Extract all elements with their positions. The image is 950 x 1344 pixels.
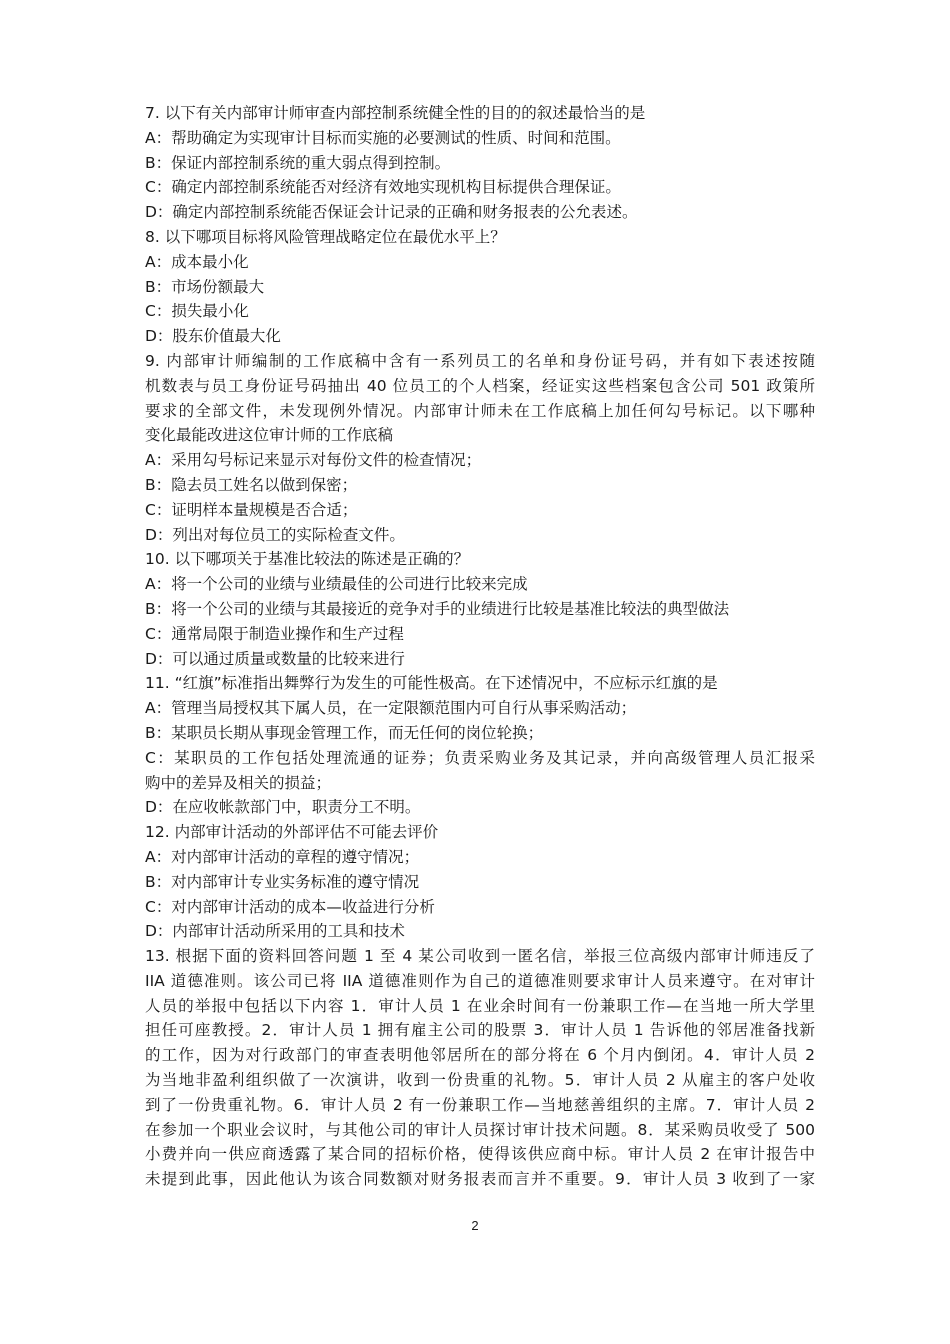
text-line: B：将一个公司的业绩与其最接近的竞争对手的业绩进行比较是基准比较法的典型做法	[145, 599, 730, 618]
text-line: C：某职员的工作包括处理流通的证券；负责采购业务及其记录，并向高级管理人员汇报采	[145, 748, 815, 767]
text-line: D：列出对每位员工的实际检查文件。	[145, 525, 405, 544]
text-line: 担任可座教授。2．审计人员 1 拥有雇主公司的股票 3．审计人员 1 告诉他的邻居准备找新	[145, 1021, 815, 1040]
text-line: IIA 道德准则。该公司已将 IIA 道德准则作为自己的道德准则要求审计人员来遵守。在对审计	[145, 971, 815, 990]
text-line: 9. 内部审计师编制的工作底稿中含有一系列员工的名单和身份证号码，并有如下表述按随	[145, 351, 815, 370]
text-line: D：股东价值最大化	[145, 327, 281, 346]
text-line: 的工作，因为对行政部门的审查表明他邻居所在的部分将在 6 个月内倒闭。4．审计人员 2	[145, 1046, 815, 1065]
text-line: 10. 以下哪项关于基准比较法的陈述是正确的？	[145, 550, 470, 569]
text-line: B：保证内部控制系统的重大弱点得到控制。	[145, 153, 451, 172]
text-line: 小费并向一供应商透露了某合同的招标价格，使得该供应商中标。审计人员 2 在审计报告中	[145, 1145, 815, 1164]
text-line: 到了一份贵重礼物。6．审计人员 2 有一份兼职工作—当地慈善组织的主席。7．审计人员 2	[145, 1095, 815, 1114]
text-line: D：在应收帐款部门中，职责分工不明。	[145, 798, 421, 817]
text-line: 12. 内部审计活动的外部评估不可能去评价	[145, 823, 439, 842]
text-line: B：隐去员工姓名以做到保密；	[145, 475, 358, 494]
text-line: D：内部审计活动所采用的工具和技术	[145, 922, 405, 941]
text-line: 未提到此事，因此他认为该合同数额对财务报表而言并不重要。9．审计人员 3 收到了一家	[145, 1170, 815, 1189]
text-line: 机数表与员工身份证号码抽出 40 位员工的个人档案，经证实这些档案包含公司 501 政策所	[145, 376, 815, 395]
text-line: C：对内部审计活动的成本—收益进行分析	[145, 897, 435, 916]
text-line: 13. 根据下面的资料回答问题 1 至 4 某公司收到一匿名信，举报三位高级内部审计师违反了	[145, 947, 815, 966]
text-line: A：管理当局授权其下属人员，在一定限额范围内可自行从事采购活动；	[145, 699, 637, 718]
page-number: 2	[471, 1218, 479, 1233]
text-line: D：可以通过质量或数量的比较来进行	[145, 649, 405, 668]
text-line: 购中的差异及相关的损益；	[145, 773, 332, 792]
text-line: C：损失最小化	[145, 302, 249, 321]
text-line: 在参加一个职业会议时，与其他公司的审计人员探讨审计技术问题。8．某采购员收受了 500	[145, 1120, 815, 1139]
text-line: 人员的举报中包括以下内容 1．审计人员 1 在业余时间有一份兼职工作—在当地一所大学里	[145, 996, 815, 1015]
text-line: A：采用勾号标记来显示对每份文件的检查情况；	[145, 451, 482, 470]
text-line: C：通常局限于制造业操作和生产过程	[145, 624, 404, 643]
text-line: A：对内部审计活动的章程的遵守情况；	[145, 847, 420, 866]
document-body	[145, 101, 815, 1192]
text-line: A：将一个公司的业绩与业绩最佳的公司进行比较来完成	[145, 575, 528, 594]
text-line: A：帮助确定为实现审计目标而实施的必要测试的性质、时间和范围。	[145, 128, 621, 147]
text-line: C：确定内部控制系统能否对经济有效地实现机构目标提供合理保证。	[145, 178, 621, 197]
text-line: 7. 以下有关内部审计师审查内部控制系统健全性的目的的叙述最恰当的是	[145, 104, 646, 122]
text-line: C：证明样本量规模是否合适；	[145, 500, 358, 519]
text-line: B：对内部审计专业实务标准的遵守情况	[145, 872, 420, 891]
text-line: 变化最能改进这位审计师的工作底稿	[145, 426, 394, 445]
text-line: A：成本最小化	[145, 252, 249, 271]
text-line: 8. 以下哪项目标将风险管理战略定位在最优水平上？	[145, 227, 506, 246]
text-line: B：市场份额最大	[145, 277, 265, 296]
text-line: D：确定内部控制系统能否保证会计记录的正确和财务报表的公允表述。	[145, 203, 638, 222]
text-line: 11. “红旗”标准指出舞弊行为发生的可能性极高。在下述情况中，不应标示红旗的是	[145, 674, 718, 693]
text-line: B：某职员长期从事现金管理工作，而无任何的岗位轮换；	[145, 723, 544, 742]
text-line: 要求的全部文件，未发现例外情况。内部审计师未在工作底稿上加任何勾号标记。以下哪种	[145, 401, 815, 420]
text-line: 为当地非盈利组织做了一次演讲，收到一份贵重的礼物。5．审计人员 2 从雇主的客户处收	[145, 1071, 815, 1090]
